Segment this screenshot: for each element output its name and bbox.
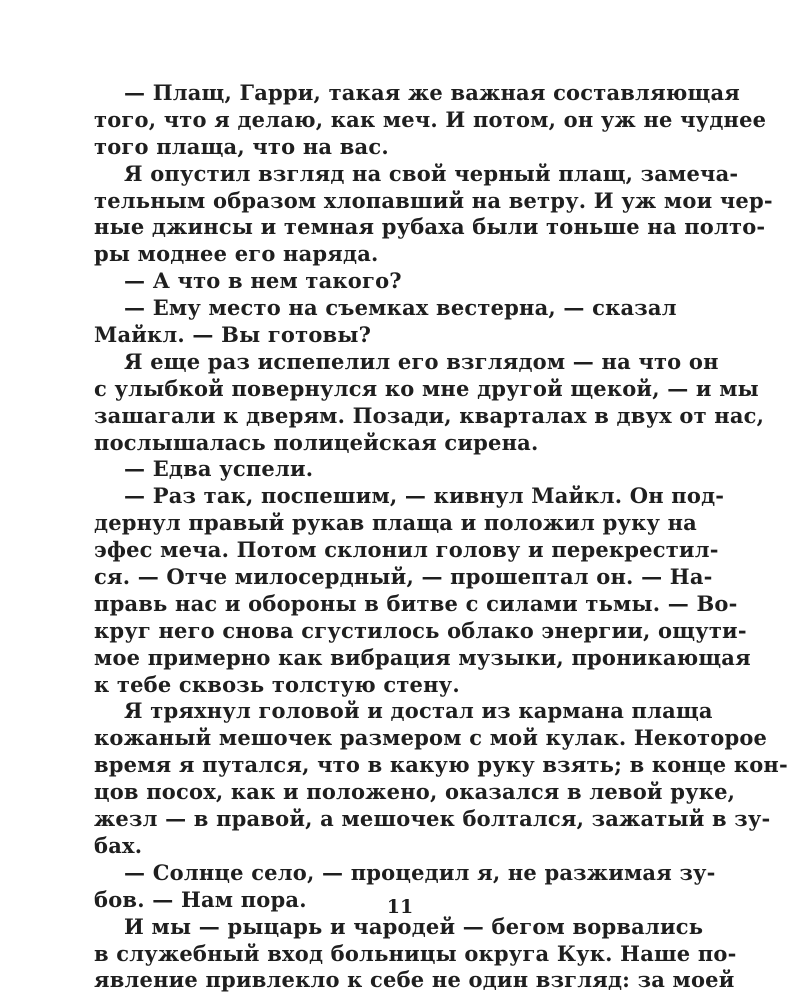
text-line: ные джинсы и темная рубаха были тоньше на полто- [94, 214, 766, 240]
text-line: ры моднее его наряда. [94, 241, 379, 267]
text-line: того плаща, что на вас. [94, 133, 389, 159]
text-line: зашагали к дверям. Позади, кварталах в двух от нас, [94, 402, 765, 428]
text-line: И мы — рыцарь и чародей — бегом ворвались [124, 913, 704, 939]
text-line: Я еще раз испепелил его взглядом — на что он [124, 348, 719, 374]
paragraph [94, 913, 737, 995]
text-line: ся. — Отче милосердный, — прошептал он. — На- [94, 564, 713, 590]
paragraph [94, 80, 767, 161]
text-line: — Раз так, поспешим, — кивнул Майкл. Он под- [124, 483, 725, 509]
text-line: того, что я делаю, как меч. И потом, он уж не чуднее [94, 106, 767, 132]
text-line: цов посох, как и положено, оказался в левой руке, [94, 779, 736, 805]
paragraph [94, 160, 773, 269]
text-line: дернул правый рукав плаща и положил руку на [94, 510, 697, 536]
text-line: — Ему место на съемках вестерна, — сказал [124, 295, 677, 321]
text-line: круг него снова сгустилось облако энергии, ощути- [94, 617, 747, 643]
body-text [94, 80, 788, 994]
text-line: Я опустил взгляд на свой черный плащ, замеча- [124, 160, 739, 186]
text-line: правь нас и обороны в битве с силами тьмы. — Во- [94, 590, 738, 616]
text-line: с улыбкой повернулся ко мне другой щекой, — и мы [94, 375, 759, 401]
paragraph [94, 698, 788, 859]
text-line: — Плащ, Гарри, такая же важная составляющая [124, 80, 740, 105]
text-line: жезл — в правой, а мешочек болтался, зажатый в зу- [94, 806, 771, 832]
paragraph [94, 268, 660, 295]
text-line: — А что в нем такого? [124, 268, 402, 294]
text-line: Я тряхнул головой и достал из кармана плаща [124, 698, 713, 724]
text-line: — Солнце село, — процедил я, не разжимая зу- [124, 859, 716, 885]
text-line: бов. — Нам пора. [94, 886, 307, 912]
text-line: эфес меча. Потом склонил голову и перекрестил- [94, 537, 719, 563]
page-number: 11 [386, 896, 414, 918]
paragraph [94, 483, 751, 698]
text-line: послышалась полицейская сирена. [94, 429, 539, 455]
text-line: — Едва успели. [124, 456, 314, 482]
text-line: Майкл. — Вы готовы? [94, 322, 372, 348]
text-line: время я путался, что в какую руку взять; в конце кон- [94, 752, 788, 778]
paragraph [94, 295, 677, 349]
text-line: кожаный мешочек размером с мой кулак. Некоторое [94, 725, 768, 751]
paragraph [94, 348, 765, 457]
text-line: явление привлекло к себе не один взгляд: за моей [94, 967, 735, 993]
text-line: мое примерно как вибрация музыки, проникающая [94, 644, 751, 670]
paragraph [94, 456, 660, 483]
text-line: тельным образом хлопавший на ветру. И уж мои чер- [94, 187, 773, 213]
text-line: к тебе сквозь толстую стену. [94, 671, 460, 697]
text-line: бах. [94, 832, 143, 858]
text-line: в служебный вход больницы округа Кук. Наше по- [94, 940, 737, 966]
